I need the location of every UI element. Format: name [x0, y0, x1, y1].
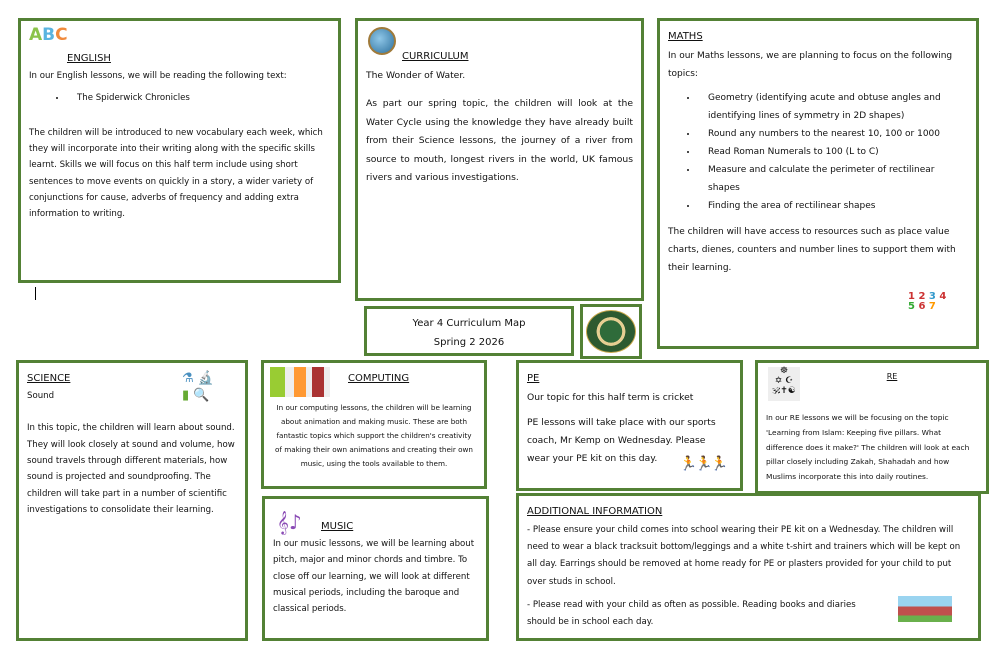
logo-box [580, 304, 642, 359]
maths-topic: • Geometry (identifying acute and obtuse angles and identifying lines of symmetry in 2D shapes) [698, 89, 968, 125]
computing-section [261, 360, 487, 489]
pe-body: PE lessons will take place with our sports coach, Mr Kemp on Wednesday. Please wear your PE kit on this day. [527, 417, 716, 465]
text-cursor [35, 287, 36, 300]
pe-title: PE [527, 373, 540, 384]
numbers-character-icon: 1 2 3 4 5 6 7 [908, 291, 947, 312]
title-box [364, 306, 574, 356]
music-section [262, 496, 489, 641]
school-building-icon [898, 596, 952, 622]
maths-intro: In our Maths lessons, we are planning to focus on the following topics: [668, 51, 953, 79]
dancing-figures-icon: 🏃🏃🏃 [679, 455, 726, 472]
pe-section [516, 360, 743, 491]
science-equipment-icon: ⚗ 🔬 ▮ 🔍 [182, 371, 214, 403]
curriculum-title: CURRICULUM [402, 51, 469, 62]
curriculum-body: As part our spring topic, the children will look at the Water Cycle using the knowledge they have already built from their Science lessons, the journey of a river from source to mouth, longest rivers in the world, UK famous rivers and various investigations. [366, 98, 633, 184]
computing-devices-icon [270, 367, 330, 397]
english-intro: In our English lessons, we will be reading the following text: [29, 71, 287, 81]
abc-children-icon: ABC [29, 25, 68, 45]
science-section [16, 360, 248, 641]
english-section [18, 18, 341, 283]
pe-intro: Our topic for this half term is cricket [527, 391, 694, 403]
maths-body: The children will have access to resources such as place value charts, dienes, counters and number lines to support them with their learning. [668, 227, 956, 273]
additional-item: - Please read with your child as often as possible. Reading books and diaries should be in school each day. [527, 599, 856, 627]
maths-topic: • Finding the area of rectilinear shapes [698, 197, 968, 215]
science-title: SCIENCE [27, 373, 71, 384]
curriculum-section [355, 18, 644, 301]
maths-topic: • Read Roman Numerals to 100 (L to C) [698, 143, 968, 161]
globe-icon [368, 27, 396, 55]
additional-item: - Please ensure your child comes into school wearing their PE kit on a Wednesday. The children will need to wear a black tracksuit bottom/leggings and a white t-shirt and trainers which will be kept on all day. Earrings should be removed at home ready for PE or plasters provided for your child to put over studs in school. [527, 525, 961, 587]
music-body: In our music lessons, we will be learning about pitch, major and minor chords and timbre. To close off our learning, we will look at different musical periods, including the baroque and classical periods. [273, 539, 475, 615]
page-title: Year 4 Curriculum Map [412, 318, 526, 329]
science-subtitle: Sound [27, 391, 55, 401]
re-section [755, 360, 989, 494]
science-body: In this topic, the children will learn about sound. They will look closely at sound and volume, how sound travels through different materials, how sound is projected and soundproofing. The children will take part in a number of scientific investigations to consolidate their learning. [27, 423, 235, 515]
maths-topic: • Round any numbers to the nearest 10, 100 or 1000 [698, 125, 968, 143]
maths-topic: • Measure and calculate the perimeter of rectilinear shapes [698, 161, 968, 197]
english-body: The children will be introduced to new vocabulary each week, which they will incorporate into their writing along with the specific skills learnt. Skills we will focus on this half term include using short sentences to move events on quickly in a story, a wider variety of conjunctions for cause, adverbs of frequency and adding extra information to writing. [29, 127, 323, 220]
additional-title: ADDITIONAL INFORMATION [527, 506, 663, 517]
re-title: RE [886, 372, 898, 381]
computing-body: In our computing lessons, the children will be learning about animation and making music. These are both fantastic topics which support the children's creativity of making their own animations and creating their own music, using the tools available to them. [275, 402, 473, 468]
maths-section [657, 18, 979, 349]
term-label: Spring 2 2026 [433, 337, 505, 348]
music-title: MUSIC [321, 521, 354, 532]
english-book: • The Spiderwick Chronicles [67, 90, 330, 106]
additional-info-section [516, 493, 981, 641]
maths-title: MATHS [668, 31, 703, 42]
school-logo [586, 310, 636, 353]
religious-symbols-icon: ☸ ✡ ☪ 🕉✝☯ [768, 367, 800, 401]
computing-title: COMPUTING [348, 373, 410, 384]
curriculum-subtitle: The Wonder of Water. [366, 70, 466, 81]
music-note-icon: 𝄞♪ [277, 510, 302, 534]
re-body: In our RE lessons we will be focusing on the topic 'Learning from Islam: Keeping five pillars. What difference does it make?' The children will look at each pillar closely including Zakah, Shahadah and how Muslims incorporate this into daily routines. [766, 413, 970, 482]
english-title: ENGLISH [67, 53, 111, 64]
